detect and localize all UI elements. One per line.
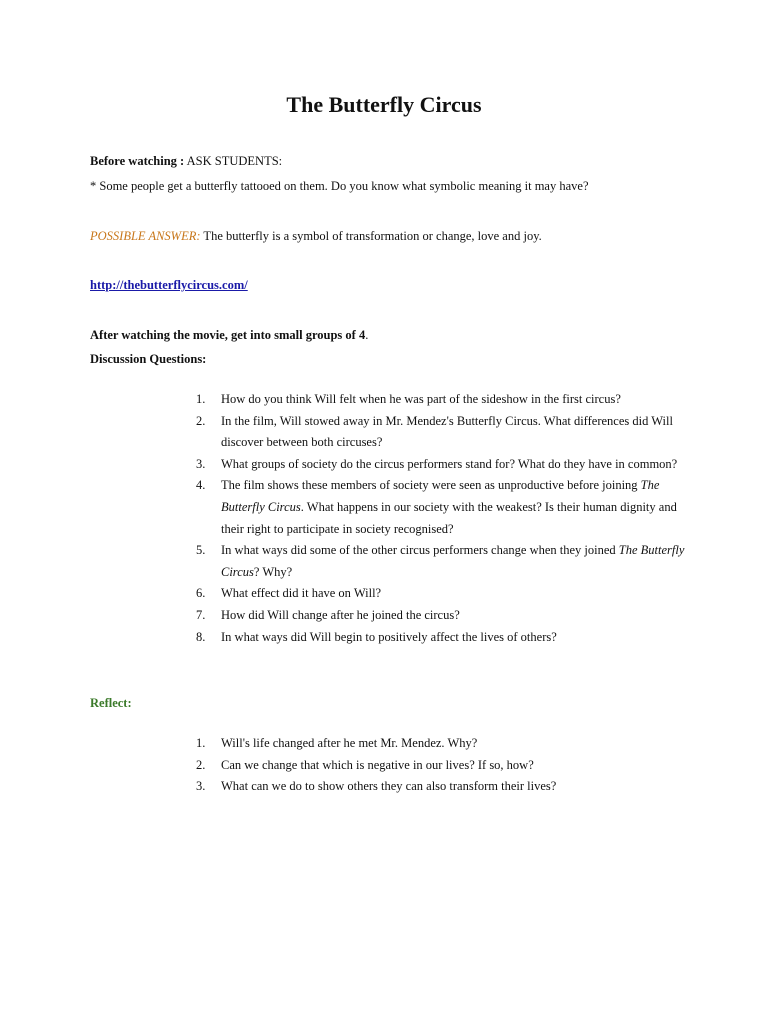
question-text: In what ways did Will begin to positively affect the lives of others? (221, 629, 557, 644)
list-number: 2. (196, 413, 206, 428)
list-item (196, 454, 686, 476)
question-text-end: ? Why? (253, 564, 293, 579)
before-watching-line (90, 153, 282, 169)
reflect-heading: Reflect: (90, 696, 132, 710)
possible-answer-label: POSSIBLE ANSWER: (90, 229, 201, 243)
link-line (90, 277, 248, 293)
list-number: 3. (196, 456, 206, 471)
possible-answer-text: The butterfly is a symbol of transformation or change, love and joy. (200, 229, 542, 243)
before-watching-label: Before watching : (90, 154, 185, 168)
list-item (196, 776, 686, 798)
question-text: What effect did it have on Will? (221, 586, 382, 601)
list-number: 2. (196, 757, 206, 772)
question-text-end: . What happens in our society with the weakest? Is their human dignity and their right to participate in society recognised? (221, 499, 677, 536)
possible-answer-line (90, 228, 542, 244)
list-number: 7. (196, 607, 206, 622)
after-watching-period: . (365, 328, 369, 342)
list-item (196, 627, 686, 649)
list-number: 4. (196, 478, 206, 493)
list-item (196, 540, 686, 583)
list-item (196, 475, 686, 540)
film-title: The Butterfly Circus (221, 543, 685, 579)
question-text: In the film, Will stowed away in Mr. Mendez's Butterfly Circus. What differences did Will discover between both circuses? (221, 413, 673, 450)
reflect-questions-list (196, 733, 686, 798)
list-number: 8. (196, 629, 206, 644)
list-number: 1. (196, 392, 206, 406)
discussion-heading: Discussion Questions: (90, 352, 207, 366)
before-watching-question: * Some people get a butterfly tattooed on them. Do you know what symbolic meaning it may have? (90, 179, 589, 193)
film-title: The Butterfly Circus (221, 478, 660, 514)
list-item (196, 389, 686, 411)
question-text: Will's life changed after he met Mr. Mendez. Why? (221, 736, 478, 750)
question-text-start: In what ways did some of the other circus performers change when they joined (221, 543, 619, 558)
list-item (196, 583, 686, 605)
website-link[interactable]: http://thebutterflycircus.com/ (90, 278, 248, 292)
list-number: 6. (196, 586, 206, 601)
question-text: What groups of society do the circus performers stand for? What do they have in common? (221, 456, 678, 471)
discussion-questions-list (196, 389, 686, 648)
question-text: How did Will change after he joined the circus? (221, 607, 460, 622)
list-item (196, 755, 686, 777)
list-item (196, 411, 686, 454)
list-number: 1. (196, 736, 206, 750)
list-item (196, 733, 686, 755)
after-watching-text: After watching the movie, get into small groups of 4 (90, 328, 366, 342)
question-text: Can we change that which is negative in our lives? If so, how? (221, 757, 534, 772)
after-watching-line (90, 327, 368, 343)
page-title: The Butterfly Circus (286, 92, 482, 117)
list-number: 3. (196, 779, 206, 794)
list-number: 5. (196, 543, 206, 558)
question-text: How do you think Will felt when he was part of the sideshow in the first circus? (221, 392, 621, 406)
question-text: What can we do to show others they can also transform their lives? (221, 779, 557, 794)
list-item (196, 605, 686, 627)
before-watching-text: ASK STUDENTS: (184, 154, 283, 168)
question-text-start: The film shows these members of society were seen as unproductive before joining (221, 478, 641, 493)
